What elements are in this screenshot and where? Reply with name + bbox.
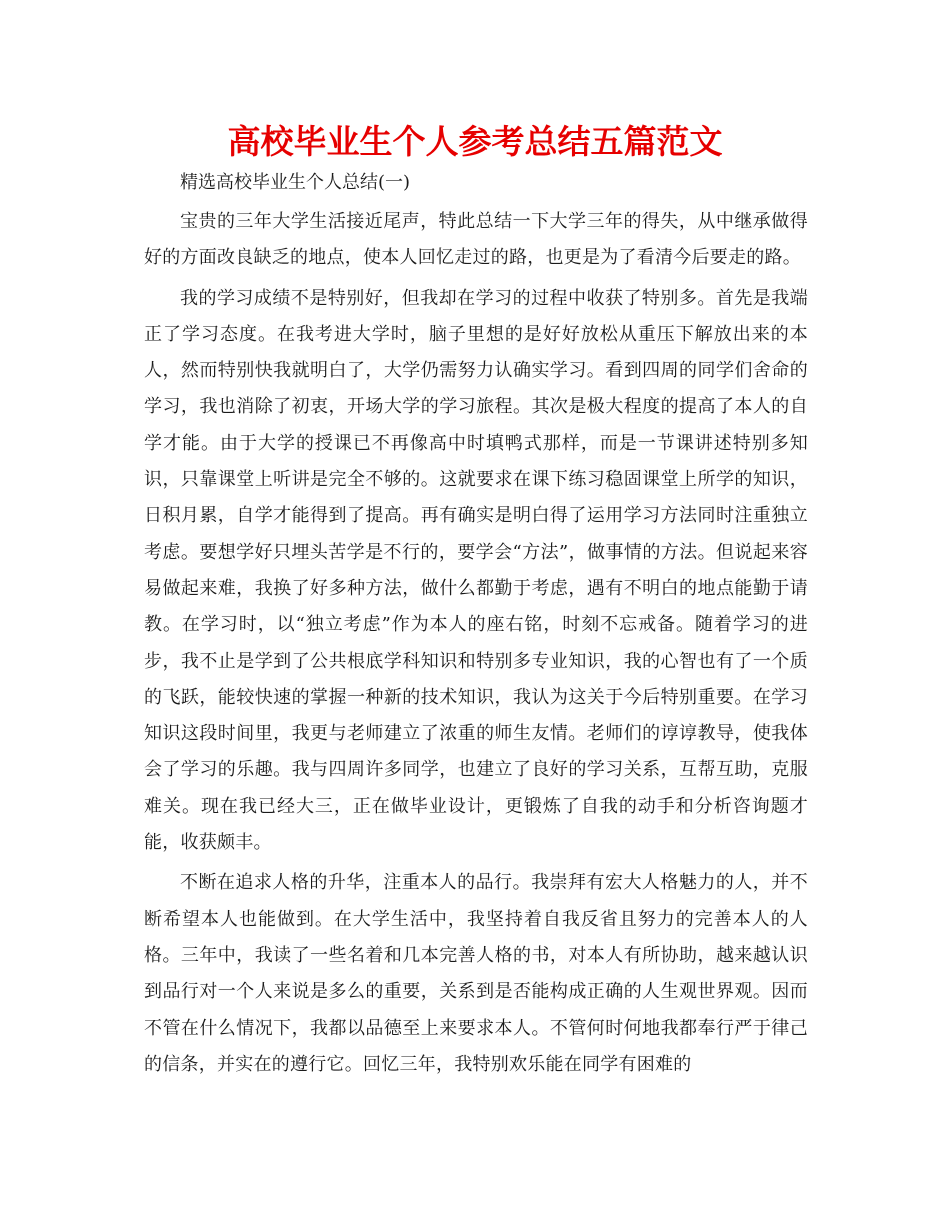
section-subtitle: 精选高校毕业生个人总结(一) <box>180 172 411 193</box>
paragraph-2: 我的学习成绩不是特别好，但我却在学习的过程中收获了特别多。首先是我端正了学习态度。在我考进大学时，脑子里想的是好好放松从重压下解放出来的本人，然而特别快我就明白了，大学仍需努力认确实学习。看到四周的同学们舍命的学习，我也消除了初衷，开场大学的学习旅程。其次是极大程度的提高了本人的自学才能。由于大学的授课已不再像高中时填鸭式那样，而是一节课讲述特别多知识，只靠课堂上听讲是完全不够的。这就要求在课下练习稳固课堂上所学的知识，日积月累，自学才能得到了提高。再有确实是明白得了运用学习方法同时注重独立考虑。要想学好只埋头苦学是不行的，要学会“方法”，做事情的方法。但说起来容易做起来难，我换了好多种方法，做什么都勤于考虑，遇有不明白的地点能勤于请教。在学习时，以“独立考虑”作为本人的座右铭，时刻不忘戒备。随着学习的进步，我不止是学到了公共根底学科知识和特别多专业知识，我的心智也有了一个质的飞跃，能较快速的掌握一种新的技术知识，我认为这关于今后特别重要。在学习知识这段时间里，我更与老师建立了浓重的师生友情。老师们的谆谆教导，使我体会了学习的乐趣。我与四周许多同学，也建立了良好的学习关系，互帮互助，克服难关。现在我已经大三，正在做毕业设计，更锻炼了自我的动手和分析咨询题才能，收获颇丰。 <box>144 287 808 854</box>
paragraph-1: 宝贵的三年大学生活接近尾声，特此总结一下大学三年的得失，从中继承做得好的方面改良缺乏的地点，使本人回忆走过的路，也更是为了看清今后要走的路。 <box>144 211 808 269</box>
document-title: 高校毕业生个人参考总结五篇范文 <box>227 122 723 161</box>
paragraph-3: 不断在追求人格的升华，注重本人的品行。我崇拜有宏大人格魅力的人，并不断希望本人也能做到。在大学生活中，我坚持着自我反省且努力的完善本人的人格。三年中，我读了一些名着和几本完善人格的书，对本人有所协助，越来越认识到品行对一个人来说是多么的重要，关系到是否能构成正确的人生观世界观。因而不管在什么情况下，我都以品德至上来要求本人。不管何时何地我都奉行严于律己的信条，并实在的遵行它。回忆三年，我特别欢乐能在同学有困难的 <box>144 872 808 1075</box>
document-body <box>144 166 808 1087</box>
